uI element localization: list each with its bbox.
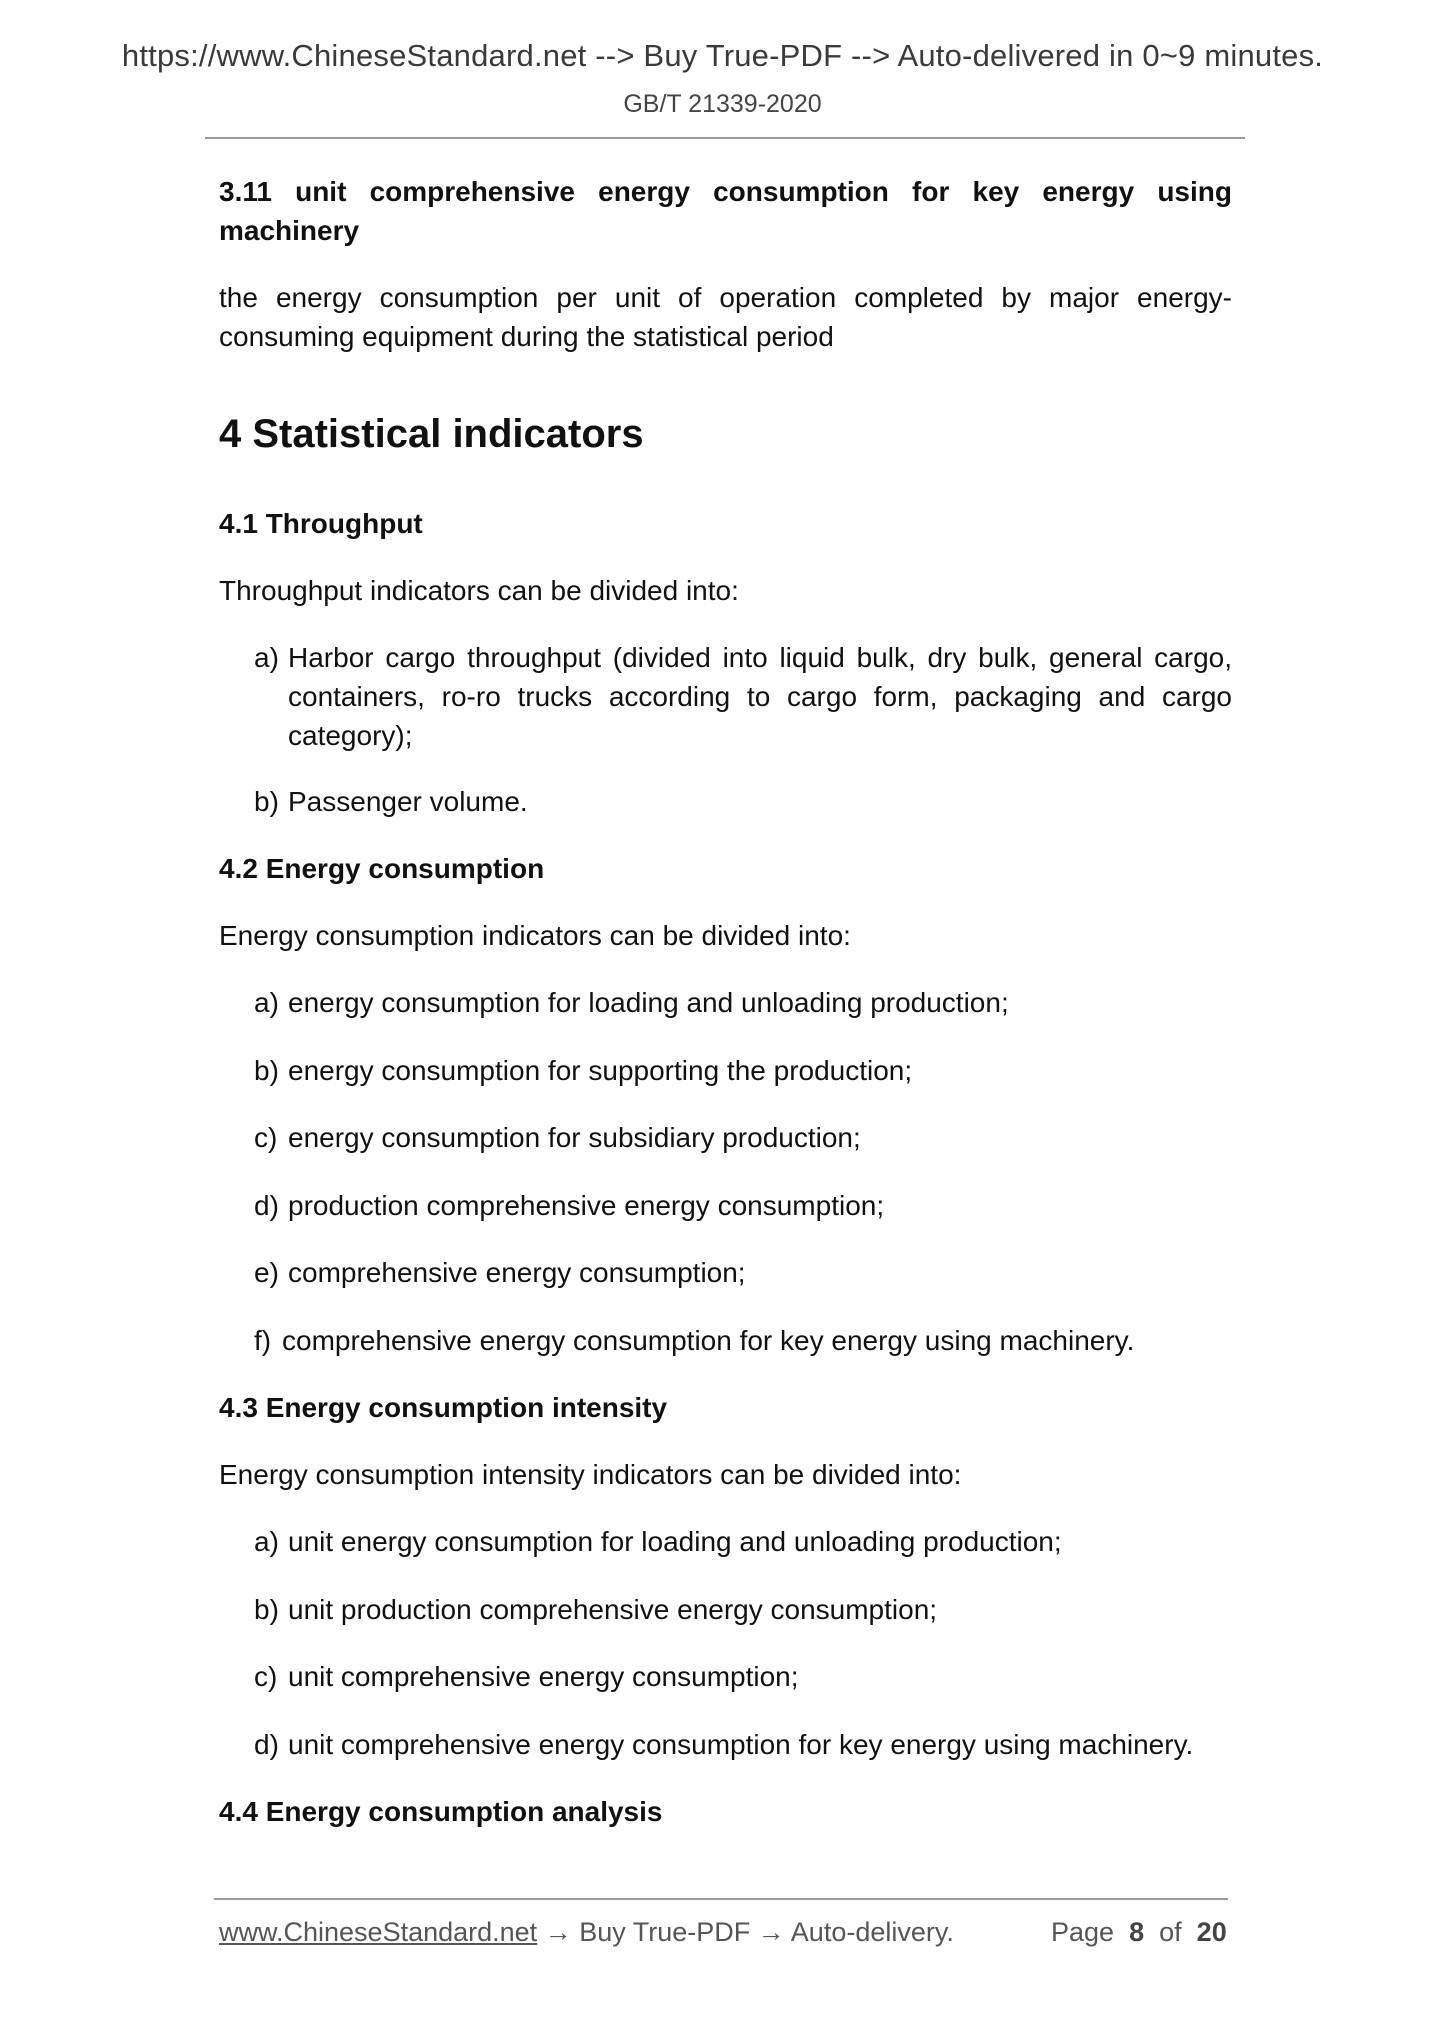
list-item bbox=[254, 1657, 1232, 1696]
list-item-text: energy consumption for loading and unloading production; bbox=[288, 987, 1009, 1018]
section-4-heading: 4 Statistical indicators bbox=[219, 412, 644, 456]
list-item-text: energy consumption for subsidiary production; bbox=[288, 1122, 861, 1153]
list-item bbox=[254, 782, 1232, 821]
term-3-11-heading: 3.11 unit comprehensive energy consumption for key energy using machinery bbox=[219, 176, 1232, 246]
list-item bbox=[254, 1522, 1232, 1561]
of-label: of bbox=[1159, 1917, 1182, 1947]
list-marker: a) bbox=[254, 1526, 279, 1557]
list-item-text: unit production comprehensive energy consumption; bbox=[288, 1594, 938, 1625]
list-item-text: Harbor cargo throughput (divided into liquid bulk, dry bulk, general cargo, containers, ro-ro trucks according to cargo form, packaging and cargo category); bbox=[288, 642, 1232, 751]
list-item-text: unit energy consumption for loading and unloading production; bbox=[288, 1526, 1062, 1557]
header-url-line: https://www.ChineseStandard.net --> Buy True-PDF --> Auto-delivered in 0~9 minutes. bbox=[121, 38, 1324, 73]
list-item-text: comprehensive energy consumption for key energy using machinery. bbox=[282, 1325, 1135, 1356]
list-item-text: Passenger volume. bbox=[288, 786, 528, 817]
list-item bbox=[254, 1590, 1232, 1629]
list-marker: b) bbox=[254, 1594, 279, 1625]
section-4-2-heading: 4.2 Energy consumption bbox=[219, 853, 545, 884]
list-item bbox=[254, 1321, 1232, 1360]
list-item bbox=[254, 1118, 1232, 1157]
list-marker: f) bbox=[254, 1325, 272, 1356]
list-marker: d) bbox=[254, 1190, 279, 1221]
list-marker: d) bbox=[254, 1729, 279, 1760]
list-item bbox=[254, 1725, 1232, 1764]
list-item-text: comprehensive energy consumption; bbox=[288, 1257, 746, 1288]
section-4-3-heading: 4.3 Energy consumption intensity bbox=[219, 1392, 668, 1423]
list-marker: a) bbox=[254, 642, 279, 673]
list-item bbox=[254, 983, 1232, 1022]
list-item-text: unit comprehensive energy consumption for key energy using machinery. bbox=[288, 1729, 1194, 1760]
site-link[interactable]: www.ChineseStandard.net bbox=[219, 1917, 538, 1947]
section-4-4-heading: 4.4 Energy consumption analysis bbox=[219, 1796, 663, 1827]
list-marker: c) bbox=[254, 1661, 278, 1692]
section-4-1-intro: Throughput indicators can be divided into: bbox=[219, 575, 739, 606]
list-marker: e) bbox=[254, 1257, 279, 1288]
list-marker: c) bbox=[254, 1122, 278, 1153]
section-4-2-intro: Energy consumption indicators can be divided into: bbox=[219, 920, 851, 951]
page-label: Page bbox=[1051, 1917, 1115, 1947]
page-number: 8 bbox=[1129, 1917, 1145, 1947]
total-pages: 20 bbox=[1196, 1917, 1227, 1947]
page-indicator bbox=[1051, 1917, 1227, 1948]
footer-links bbox=[219, 1917, 954, 1948]
list-item bbox=[254, 1253, 1232, 1292]
list-marker: b) bbox=[254, 1055, 279, 1086]
header-divider bbox=[205, 137, 1245, 139]
list-marker: b) bbox=[254, 786, 279, 817]
standard-code: GB/T 21339-2020 bbox=[623, 90, 822, 118]
list-item-text: unit comprehensive energy consumption; bbox=[288, 1661, 799, 1692]
section-4-3-intro: Energy consumption intensity indicators can be divided into: bbox=[219, 1459, 962, 1490]
buy-true-pdf-text: Buy True-PDF bbox=[579, 1917, 751, 1947]
list-marker: a) bbox=[254, 987, 279, 1018]
list-item-text: energy consumption for supporting the production; bbox=[288, 1055, 913, 1086]
auto-delivery-text: Auto-delivery. bbox=[790, 1917, 954, 1947]
list-item bbox=[254, 1186, 1232, 1225]
list-item bbox=[254, 638, 1232, 755]
list-item bbox=[254, 1051, 1232, 1090]
arrow-right-icon: → bbox=[544, 1917, 572, 1947]
arrow-right-icon: → bbox=[757, 1917, 785, 1947]
list-item-text: production comprehensive energy consumption; bbox=[288, 1190, 885, 1221]
section-4-1-heading: 4.1 Throughput bbox=[219, 508, 423, 539]
footer-divider bbox=[214, 1898, 1228, 1900]
term-3-11-definition: the energy consumption per unit of operation completed by major energy-consuming equipment during the statistical period bbox=[219, 282, 1232, 352]
